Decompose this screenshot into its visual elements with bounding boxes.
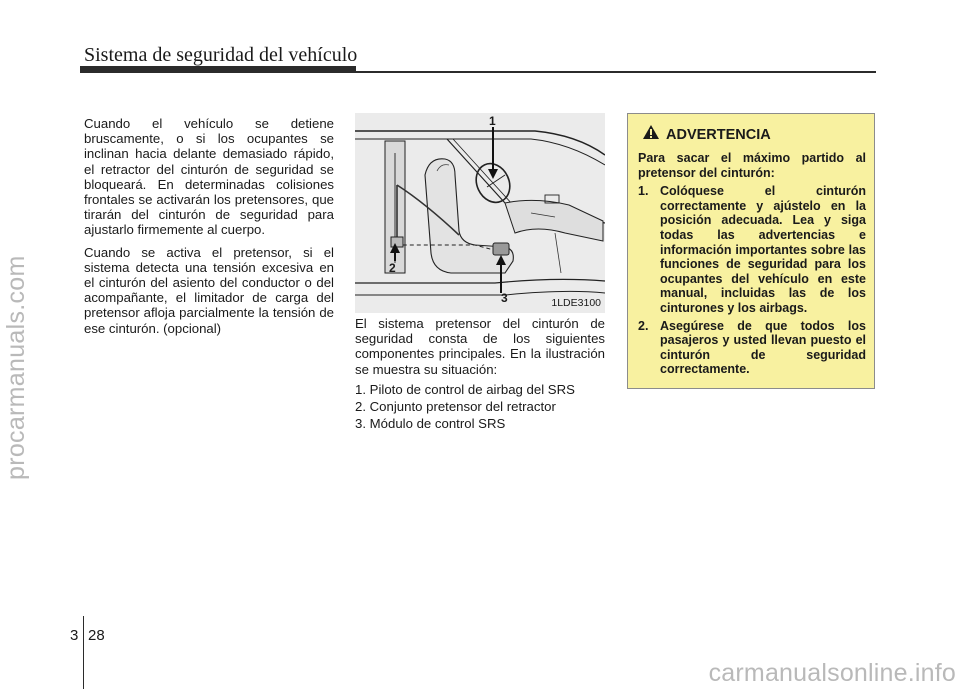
footer-rule — [83, 616, 84, 689]
left-column — [84, 116, 334, 343]
warning-header — [638, 124, 866, 145]
page-number: 28 — [88, 627, 105, 644]
car-interior-drawing — [355, 113, 605, 313]
header-rule-thin — [356, 71, 876, 73]
warning-title: ADVERTENCIA — [666, 126, 771, 143]
warning-intro: Para sacar el máximo partido al pretensor del cinturón: — [638, 151, 866, 180]
side-watermark: procarmanuals.com — [2, 255, 30, 480]
header-rule-thick — [80, 66, 356, 73]
callout-1: 1 — [489, 114, 496, 128]
components-intro: El sistema pretensor del cinturón de seguridad consta de los siguientes componentes principales. En la ilustración se muestra su situación: — [355, 316, 605, 377]
warning-triangle-icon — [642, 124, 660, 145]
warning-box — [627, 113, 875, 389]
seatbelt-illustration — [355, 113, 605, 313]
figure-code: 1LDE3100 — [551, 297, 601, 309]
paragraph-2: Cuando se activa el pretensor, si el sistema detecta una tensión excesiva en el cinturón del asiento del conductor o del acompañante, el limitador de carga del pretensor afloja parcialmente la tensión de ese cinturón. (opcional) — [84, 244, 334, 336]
bottom-watermark: carmanualsonline.info — [708, 659, 956, 687]
warning-list — [638, 184, 866, 377]
chapter-number: 3 — [70, 627, 79, 644]
list-item: 3. Módulo de control SRS — [355, 416, 506, 432]
item-number: 1. — [638, 184, 649, 199]
item-text: Asegúrese de que todos los pasajeros y usted llevan puesto el cinturón de seguridad correctamente. — [660, 318, 866, 377]
list-item: 1. Piloto de control de airbag del SRS — [355, 381, 575, 397]
section-title: Sistema de seguridad del vehículo — [84, 44, 358, 66]
components-list — [355, 382, 605, 432]
item-number: 2. — [638, 318, 649, 333]
callout-3: 3 — [501, 291, 508, 305]
list-item — [638, 184, 866, 315]
callout-2: 2 — [389, 261, 396, 275]
list-item — [638, 319, 866, 377]
middle-column — [355, 316, 605, 433]
item-text: Colóquese el cinturón correctamente y ajústelo en la posición adecuada. Lea y siga todas las advertencias e información importantes sobre las funciones de seguridad para los ocupantes del vehículo en este manual, incluidas las de los cinturones y los airbags. — [660, 184, 866, 315]
list-item: 2. Conjunto pretensor del retractor — [355, 399, 556, 415]
paragraph-1: Cuando el vehículo se detiene bruscamente, o si los ocupantes se inclinan hacia delante demasiado rápido, el retractor del cinturón de seguridad se bloqueará. En determinadas colisiones frontales se activarán los pretensores, que tirarán del cinturón de seguridad para ajustarlo firmemente al cuerpo. — [84, 116, 334, 238]
